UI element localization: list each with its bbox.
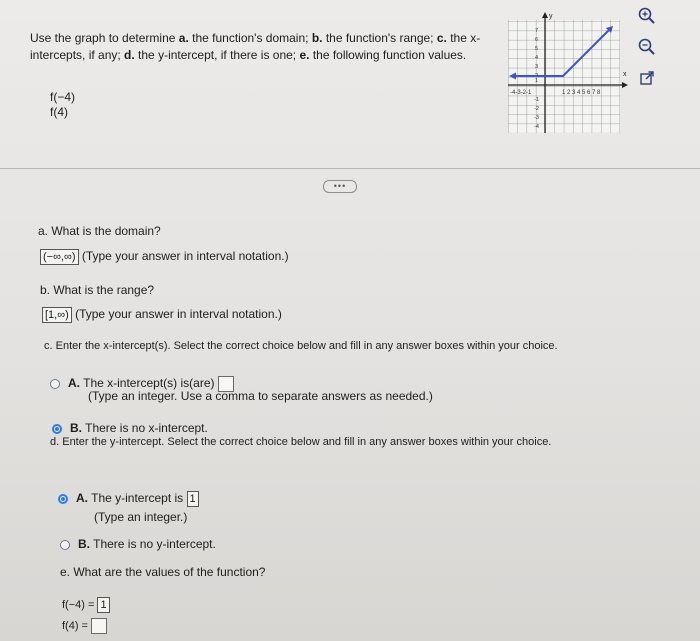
question-part: b. [311, 31, 323, 45]
function-item: f(4) [50, 105, 68, 119]
f-4-label: f(4) = [62, 619, 88, 632]
f-neg4-label: f(−4) = [62, 598, 95, 611]
question-part: d. [124, 48, 135, 62]
domain-answer-box[interactable]: (−∞,∞) [40, 249, 79, 265]
part-b-label: b. What is the range? [40, 283, 155, 297]
y-tick-label: -3 [534, 115, 539, 121]
x-axis-label: x [623, 71, 627, 78]
question-part: the function's domain; [188, 31, 312, 45]
question-part: the function's range; [322, 31, 437, 45]
option-letter: A. [68, 376, 80, 391]
external-link-icon[interactable] [636, 67, 658, 89]
f-4-row [62, 618, 107, 634]
y-intercept-option-a[interactable] [58, 491, 199, 507]
y-tick-label: 6 [535, 37, 539, 43]
range-answer-box[interactable]: [1,∞) [42, 307, 72, 323]
question-part: the following function values. [309, 48, 467, 62]
part-e-label: e. What are the values of the function? [60, 565, 266, 579]
x-axis-arrow [622, 82, 628, 88]
option-text: There is no y-intercept. [93, 537, 216, 551]
radio-button[interactable] [50, 379, 60, 389]
question-part: the y-intercept, if there is one; [134, 48, 300, 62]
y-intercept-answer-box[interactable]: 1 [187, 491, 199, 507]
function-item: f(−4) [50, 90, 76, 104]
section-divider [0, 168, 700, 169]
y-tick-label: 7 [535, 28, 539, 34]
graph-toolbar [636, 5, 666, 98]
f-neg4-row [62, 597, 110, 613]
question-part: a. [178, 31, 189, 45]
zoom-in-icon[interactable] [636, 5, 658, 27]
question-part: Use the graph to determine [30, 31, 179, 45]
radio-button-selected[interactable] [58, 494, 68, 504]
y-intercept-option-b[interactable] [60, 537, 216, 551]
option-text: The x-intercept(s) is(are) [83, 376, 215, 391]
y-tick-label: -4 [534, 124, 539, 130]
more-button[interactable]: ••• [323, 180, 357, 193]
y-axis-arrow [542, 12, 548, 18]
option-letter: B. [70, 421, 82, 435]
y-tick-label: 4 [535, 55, 539, 61]
function-list [50, 90, 75, 120]
part-a-label: a. What is the domain? [38, 224, 161, 238]
option-letter: A. [76, 491, 88, 506]
option-subtext: (Type an integer. Use a comma to separate answers as needed.) [88, 389, 433, 403]
part-b-row [42, 307, 282, 323]
y-tick-label: 3 [535, 64, 539, 70]
radio-button[interactable] [60, 540, 70, 550]
option-subtext: (Type an integer.) [94, 510, 188, 524]
f-4-answer-box[interactable] [91, 618, 107, 634]
x-tick-labels: -4-3-2-1 [510, 90, 532, 96]
y-tick-label: -2 [534, 106, 539, 112]
y-tick-label: -1 [534, 97, 539, 103]
option-text: The y-intercept is [91, 491, 184, 506]
part-a-hint: (Type your answer in interval notation.) [81, 249, 289, 264]
question-part: the x-intercepts, if any; [30, 31, 481, 62]
x-intercept-option-b[interactable] [52, 421, 208, 435]
part-d-label: d. Enter the y-intercept. Select the correct choice below and fill in any answer boxes within your choice. [50, 436, 552, 448]
part-b-hint: (Type your answer in interval notation.) [75, 307, 282, 322]
zoom-out-icon[interactable] [636, 36, 658, 58]
y-tick-label: 5 [535, 46, 539, 52]
y-axis-label: y [549, 13, 553, 20]
option-letter: B. [78, 537, 90, 551]
function-graph[interactable] [506, 10, 636, 135]
y-tick-label: 1 [535, 78, 539, 84]
x-tick-labels: 1 2 3 4 5 6 7 8 [562, 90, 601, 96]
question-part: c. [436, 31, 447, 45]
question-part: e. [299, 48, 310, 62]
radio-button-selected[interactable] [52, 424, 62, 434]
part-a-row [40, 249, 289, 265]
option-text: There is no x-intercept. [85, 421, 208, 435]
f-neg4-answer-box[interactable]: 1 [97, 597, 109, 613]
part-c-label: c. Enter the x-intercept(s). Select the correct choice below and fill in any answer boxes within your choice. [44, 340, 558, 352]
question-text [30, 30, 490, 64]
y-tick-label: 2 [535, 73, 539, 79]
